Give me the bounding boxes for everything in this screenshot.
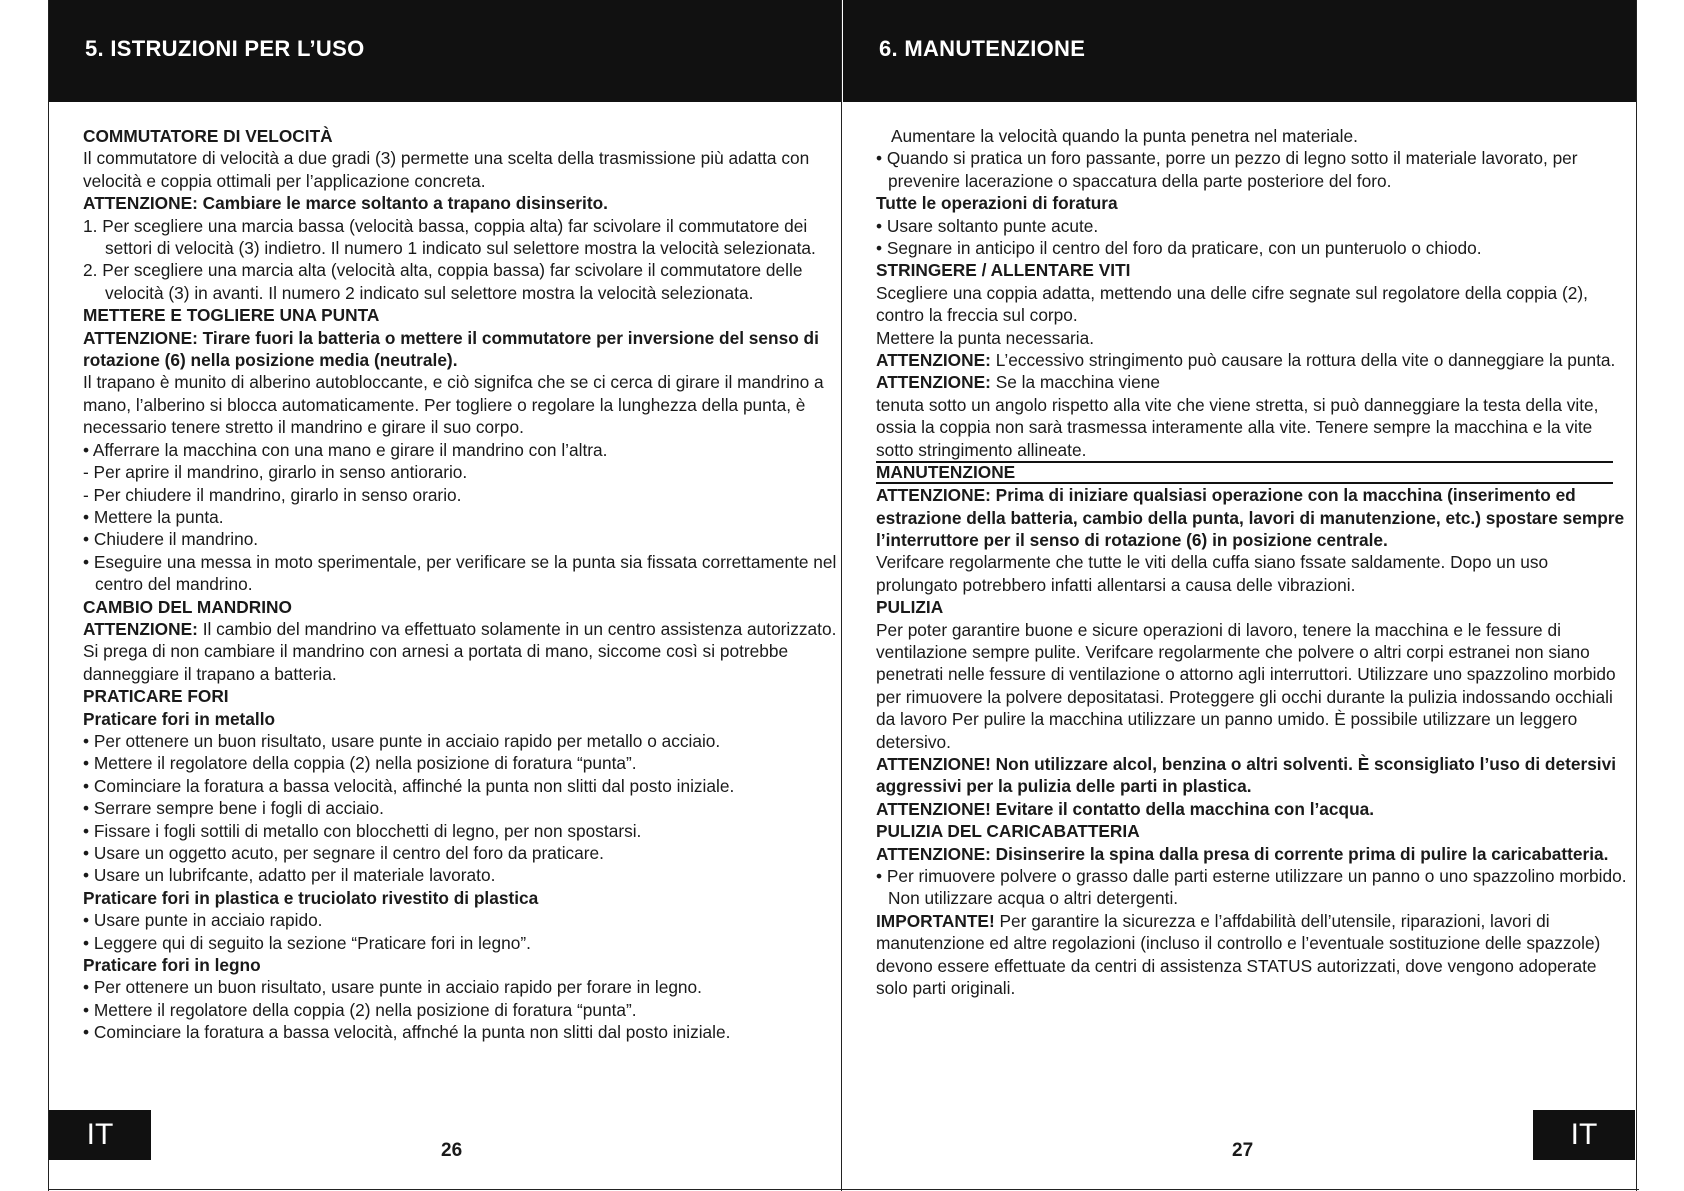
paragraph: Verifcare regolarmente che tutte le viti della cuffa siano fssate saldamente. Dopo un uso prolungato potrebbero infatti allentarsi a causa delle vibrazioni. [876, 552, 1549, 595]
language-badge: IT [1533, 1110, 1635, 1160]
subheading: Praticare fori in metallo [83, 708, 276, 729]
paragraph: Il commutatore di velocità a due gradi (3) permette una scelta della trasmissione più adatta con velocità e coppia ottimali per l’applicazione concreta. [83, 148, 810, 191]
paragraph [83, 618, 843, 685]
paragraph: Scegliere una coppia adatta, mettendo una delle cifre segnate sul regolatore della coppia (2), contro la freccia sul corpo. [876, 282, 1588, 326]
page-body [876, 125, 1631, 999]
paragraph [876, 910, 1631, 1000]
subheading: STRINGERE / ALLENTARE VITI [876, 260, 1131, 281]
subheading: COMMUTATORE DI VELOCITÀ [83, 126, 333, 146]
list-item: • Mettere la punta. [83, 506, 224, 527]
subheading: Praticare fori in plastica e truciolato rivestito di plastica [83, 887, 539, 908]
subheading: PULIZIA [876, 597, 944, 618]
paragraph: - Per aprire il mandrino, girarlo in senso antiorario. [83, 462, 468, 483]
list-item: • Afferrare la macchina con una mano e girare il mandrino con l’altra. [83, 439, 608, 460]
lead-label: ATTENZIONE: [876, 350, 991, 371]
paragraph-text: Per garantire la sicurezza e l’affdabilità dell’utensile, riparazioni, lavori di manutenzione ed altre regolazioni (incluso il controllo e l’eventuale sostituzione delle spazzole) devono essere effettuate da centri di assistenza STATUS autorizzati, dove vengono adoperate solo parti originali. [876, 910, 1601, 999]
subheading: METTERE E TOGLIERE UNA PUNTA [83, 305, 380, 326]
paragraph: tenuta sotto un angolo rispetto alla vite che viene stretta, si può danneggiare la testa della vite, ossia la coppia non sarà trasmessa interamente alla vite. Tenere sempre la macchina e la vite sotto stringimento allineate. [876, 394, 1599, 460]
lead-label: ATTENZIONE: [876, 372, 991, 393]
subheading: Tutte le operazioni di foratura [876, 193, 1118, 214]
paragraph-text: L’eccessivo stringimento può causare la rottura della vite o danneggiare la punta. [990, 350, 1616, 371]
lead-label: ATTENZIONE: [83, 618, 198, 639]
list-item: • Segnare in anticipo il centro del foro da praticare, con un punteruolo o chiodo. [876, 238, 1482, 259]
list-item: • Cominciare la foratura a bassa velocità, affinché la punta non slitti dal posto iniziale. [83, 775, 735, 796]
list-item: • Quando si pratica un foro passante, porre un pezzo di legno sotto il materiale lavorato, per prevenire lacerazione o spaccatura della parte posteriore del foro. [876, 148, 1578, 191]
list-item-continuation: Aumentare la velocità quando la punta penetra nel materiale. [891, 126, 1358, 146]
subheading: ATTENZIONE: Prima di iniziare qualsiasi operazione con la macchina (inserimento ed estrazione della batteria, cambio della punta, lavori di manutenzione, etc.) spostare sempre l’interruttore per il senso di rotazione (6) in posizione centrale. [876, 485, 1625, 550]
section-title: 5. ISTRUZIONI PER L’USO [85, 36, 365, 61]
paragraph: - Per chiudere il mandrino, girarlo in senso orario. [83, 484, 462, 505]
list-item: • Mettere il regolatore della coppia (2) nella posizione di foratura “punta”. [83, 753, 637, 774]
page-left [48, 0, 842, 1191]
list-item: • Per rimuovere polvere o grasso dalle parti esterne utilizzare un panno o uno spazzolino morbido. Non utilizzare acqua o altri detergenti. [876, 866, 1627, 909]
list-item: • Usare un oggetto acuto, per segnare il centro del foro da praticare. [83, 843, 604, 863]
page-right [843, 0, 1637, 1191]
lead-label: IMPORTANTE! [876, 910, 995, 931]
list-item: • Usare un lubrifcante, adatto per il materiale lavorato. [83, 865, 496, 886]
list-item: • Fissare i fogli sottili di metallo con blocchetti di legno, per non spostarsi. [83, 820, 642, 841]
subheading: Praticare fori in legno [83, 955, 261, 976]
subheading: ATTENZIONE: Cambiare le marce soltanto a trapano disinserito. [83, 193, 608, 214]
list-item: • Usare punte in acciaio rapido. [83, 910, 323, 931]
list-item: • Eseguire una messa in moto sperimentale, per verificare se la punta sia fissata correttamente nel centro del mandrino. [83, 551, 837, 595]
paragraph-text: Il cambio del mandrino va effettuato solamente in un centro assistenza autorizzato. Si prega di non cambiare il mandrino con arnesi a portata di mano, siccome così si potrebbe danneggiare il trapano a batteria. [83, 618, 837, 684]
subheading: ATTENZIONE: Disinserire la spina dalla presa di corrente prima di pulire la caricabatteria. [876, 843, 1609, 864]
subheading: PRATICARE FORI [83, 686, 229, 707]
page-body [83, 125, 843, 1044]
list-item: • Cominciare la foratura a bassa velocità, affnché la punta non slitti dal posto iniziale. [83, 1022, 731, 1043]
section-title: 6. MANUTENZIONE [879, 36, 1086, 61]
page-number: 26 [441, 1140, 463, 1161]
numbered-item: 2. Per scegliere una marcia alta (velocità alta, coppia bassa) far scivolare il commutatore delle velocità (3) in avanti. Il numero 2 indicato sul selettore mostra la velocità selezionata. [83, 260, 803, 303]
paragraph [876, 349, 1631, 371]
subheading: CAMBIO DEL MANDRINO [83, 596, 292, 617]
section-header [843, 0, 1636, 102]
list-item: • Per ottenere un buon risultato, usare punte in acciaio rapido per forare in legno. [83, 977, 702, 998]
subheading: ATTENZIONE! Non utilizzare alcol, benzina o altri solventi. È sconsigliato l’uso di detersivi aggressivi per la pulizia delle parti in plastica. [876, 753, 1617, 797]
page-bottom-border [48, 1189, 1639, 1190]
subheading: PULIZIA DEL CARICABATTERIA [876, 821, 1140, 842]
manual-spread [48, 0, 1638, 1191]
language-badge: IT [49, 1110, 151, 1160]
subheading: ATTENZIONE: Tirare fuori la batteria o mettere il commutatore per inversione del senso di rotazione (6) nella posizione media (neutrale). [83, 327, 819, 371]
section-header [49, 0, 841, 102]
list-item: • Usare soltanto punte acute. [876, 215, 1099, 236]
paragraph [876, 371, 1631, 393]
list-item: • Mettere il regolatore della coppia (2) nella posizione di foratura “punta”. [83, 999, 637, 1020]
numbered-item: 1. Per scegliere una marcia bassa (velocità bassa, coppia alta) far scivolare il commutatore dei settori di velocità (3) indietro. Il numero 1 indicato sul selettore mostra la velocità selezionata. [83, 215, 816, 259]
paragraph: Mettere la punta necessaria. [876, 327, 1095, 348]
list-item: • Leggere qui di seguito la sezione “Praticare fori in legno”. [83, 932, 531, 953]
paragraph: Il trapano è munito di alberino autobloccante, e ciò signifca che se ci cerca di girare il mandrino a mano, l’alberino si blocca automaticamente. Per togliere o regolare la lunghezza della punta, è necessario tenere stretto il mandrino e girare il suo corpo. [83, 372, 824, 438]
list-item: • Per ottenere un buon risultato, usare punte in acciaio rapido per metallo o acciaio. [83, 730, 721, 751]
paragraph-text: Se la macchina viene [990, 372, 1160, 393]
ruled-heading: MANUTENZIONE [876, 461, 1613, 484]
list-item: • Serrare sempre bene i fogli di acciaio. [83, 798, 384, 819]
paragraph: Per poter garantire buone e sicure operazioni di lavoro, tenere la macchina e le fessure di ventilazione sempre pulite. Verifcare regolarmente che polvere o altri corpi estranei non siano penetrati nelle fessure di ventilazione o attorno agli interruttori. Utilizzare uno spazzolino morbido per rimuovere la polvere depositatasi. Proteggere gli occhi durante la pulizia indossando occhiali da lavoro Per pulire la macchina utilizzare un panno umido. È possibile utilizzare un leggero detersivo. [876, 619, 1616, 752]
list-item: • Chiudere il mandrino. [83, 529, 259, 550]
subheading: ATTENZIONE! Evitare il contatto della macchina con l’acqua. [876, 798, 1375, 819]
page-number: 27 [1232, 1140, 1254, 1161]
